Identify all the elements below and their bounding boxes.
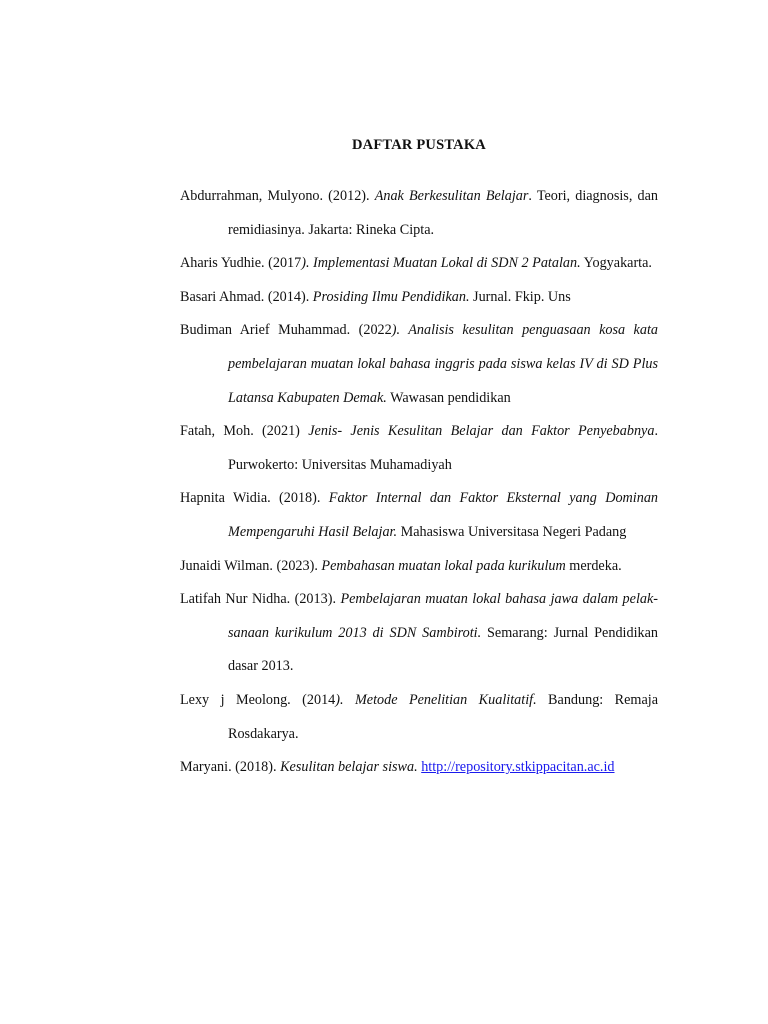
reference-list bbox=[180, 180, 658, 785]
reference-item bbox=[180, 583, 658, 684]
reference-title: ). Implementasi Muatan Lokal di SDN 2 Patalan. bbox=[301, 255, 581, 272]
reference-author: Hapnita Widia. (2018). bbox=[180, 490, 329, 507]
reference-rest: . Purwokerto: Universitas Muhamadiyah bbox=[228, 423, 658, 473]
reference-author: Budiman Arief Muhammad. (2022 bbox=[180, 322, 392, 339]
reference-author: Lexy j Meolong. (2014 bbox=[180, 691, 336, 708]
reference-item bbox=[180, 415, 658, 482]
page-title: DAFTAR PUSTAKA bbox=[352, 137, 486, 153]
reference-title: Anak Berkesulitan Belajar bbox=[374, 188, 529, 204]
reference-rest: Wawasan pendidikan bbox=[386, 389, 511, 406]
reference-link[interactable]: http://repository.stkippacitan.ac.id bbox=[421, 759, 615, 776]
reference-author: Basari Ahmad. (2014). bbox=[180, 288, 313, 305]
reference-item bbox=[180, 684, 658, 751]
reference-item bbox=[180, 314, 658, 415]
reference-rest: merdeka. bbox=[565, 557, 622, 574]
reference-title: Kesulitan belajar siswa. bbox=[280, 759, 418, 776]
reference-item bbox=[180, 751, 658, 785]
reference-rest: Jurnal. Fkip. Uns bbox=[469, 288, 571, 305]
reference-item bbox=[180, 247, 658, 281]
reference-rest: Mahasiswa Universitasa Negeri Padang bbox=[397, 523, 627, 540]
reference-title: Pembelajaran muatan lokal bahasa jawa dalam pelak-sanaan kurikulum 2013 di SDN Sambiroti. bbox=[228, 591, 658, 641]
reference-rest: . Teori, diagnosis, dan remidiasinya. Jakarta: Rineka Cipta. bbox=[228, 188, 658, 238]
reference-author: Abdurrahman, Mulyono. (2012). bbox=[180, 188, 375, 204]
reference-author: Aharis Yudhie. (2017 bbox=[180, 255, 302, 272]
reference-item bbox=[180, 550, 658, 584]
reference-rest: Semarang: Jurnal Pendidikan dasar 2013. bbox=[228, 624, 658, 675]
reference-rest: Yogyakarta. bbox=[580, 255, 652, 272]
reference-author: Latifah Nur Nidha. (2013). bbox=[180, 591, 341, 608]
reference-item bbox=[180, 281, 658, 315]
reference-title: ). Analisis kesulitan penguasaan kosa kata pembelajaran muatan lokal bahasa inggris pada siswa kelas IV di SD Plus Latansa Kabupaten Demak. bbox=[228, 322, 658, 406]
reference-title: Prosiding Ilmu Pendidikan. bbox=[312, 288, 470, 305]
reference-title: Jenis- Jenis Kesulitan Belajar dan Faktor Penyebabnya bbox=[308, 423, 655, 440]
reference-title: Faktor Internal dan Faktor Eksternal yang Dominan Mempengaruhi Hasil Belajar. bbox=[228, 490, 659, 540]
reference-author: Fatah, Moh. (2021) bbox=[180, 423, 309, 440]
reference-item bbox=[180, 482, 658, 549]
reference-rest: Bandung: Remaja Rosdakarya. bbox=[228, 691, 658, 742]
reference-author: Junaidi Wilman. (2023). bbox=[180, 557, 322, 574]
reference-item bbox=[180, 180, 658, 247]
reference-author: Maryani. (2018). bbox=[180, 759, 281, 776]
reference-title: ). Metode Penelitian Kualitatif. bbox=[335, 691, 537, 708]
reference-title: Pembahasan muatan lokal pada kurikulum bbox=[321, 557, 566, 574]
